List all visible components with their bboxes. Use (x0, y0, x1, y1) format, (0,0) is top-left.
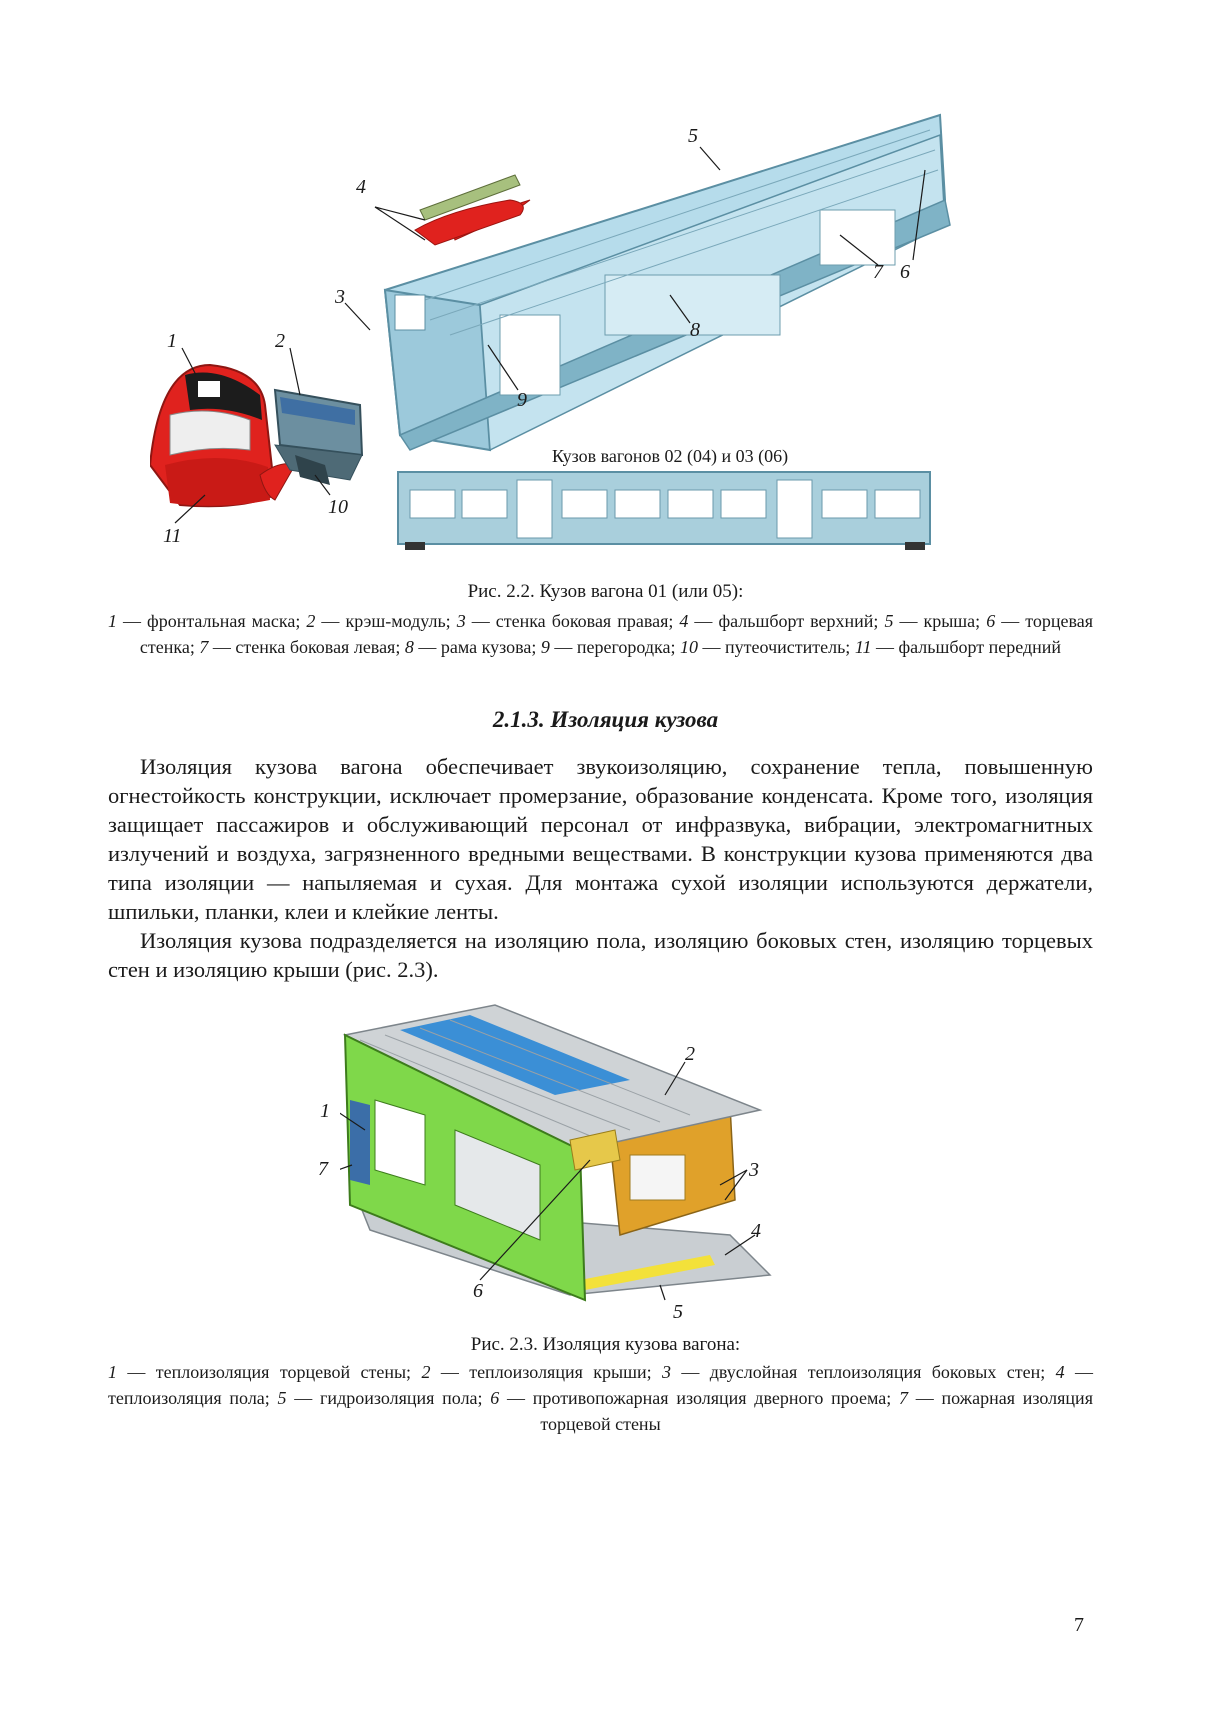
section-heading: 2.1.3. Изоляция кузова (492, 707, 719, 732)
callout-6: 6 (900, 261, 910, 283)
inset-title: Кузов вагонов 02 (04) и 03 (06) (552, 446, 789, 466)
page-number: 7 (1074, 1614, 1084, 1636)
front-mask (150, 365, 295, 506)
callout-9: 9 (517, 389, 527, 411)
callout-10: 10 (328, 496, 348, 518)
fig2-callout-2: 2 (685, 1043, 695, 1065)
fig2-callout-4: 4 (751, 1220, 761, 1242)
callout-1: 1 (167, 330, 177, 352)
figure-car-body-exploded (150, 105, 1050, 605)
paragraph: Изоляция кузова вагона обеспечивает звукоизоляцию, сохранение тепла, повышенную огнестойкость конструкции, исключает промерзание, образование конденсата. Кроме того, изоляция защищает пассажиров и обслуживающий персонал от инфразвука, вибрации, электромагнитных излучений и воздуха, загрязненного вредными веществами. В конструкции кузова применяются два типа изоляции — напыляемая и сухая. Для монтажа сухой изоляции используются держатели, шпильки, планки, клеи и клейкие ленты. (108, 754, 1093, 924)
fig2-callout-3: 3 (749, 1159, 759, 1181)
fig2-callout-1: 1 (320, 1100, 330, 1122)
body-text (108, 752, 1093, 984)
callout-3: 3 (335, 286, 345, 308)
fig2-callout-7: 7 (318, 1158, 328, 1180)
fig2-callout-6: 6 (473, 1280, 483, 1302)
callout-8: 8 (690, 319, 700, 341)
callout-5: 5 (688, 125, 698, 147)
inset-side-view (398, 472, 930, 550)
callout-11: 11 (163, 525, 182, 547)
callout-2: 2 (275, 330, 285, 352)
callout-4: 4 (356, 176, 366, 198)
figure-caption-legend: 1 — фронтальная маска; 2 — крэш-модуль; 3 — стенка боковая правая; 4 — фальшборт верхний; 5 — крыша; 6 — торцевая стенка; 7 — стенка боковая левая; 8 — рама кузова; 9 — перегородка; 10 — путеочиститель; 11 — фальшборт передний (108, 611, 1094, 657)
figure-insulation (340, 990, 870, 1340)
paragraph: Изоляция кузова подразделяется на изоляцию пола, изоляцию боковых стен, изоляцию торцевых стен и изоляцию крыши (рис. 2.3). (108, 928, 1093, 982)
callout-7: 7 (873, 261, 883, 283)
upper-valance (415, 175, 530, 245)
figure2-caption-legend: 1 — теплоизоляция торцевой стены; 2 — теплоизоляция крыши; 3 — двуслойная теплоизоляция боковых стен; 4 — теплоизоляция пола; 5 — гидроизоляция пола; 6 — противопожарная изоляция дверного проема; 7 — пожарная изоляция торцевой стены (108, 1362, 1093, 1434)
car-body-assembly (385, 115, 950, 450)
figure2-caption-title: Рис. 2.3. Изоляция кузова вагона: (470, 1334, 741, 1355)
fig2-callout-5: 5 (673, 1301, 683, 1323)
figure-caption-title: Рис. 2.2. Кузов вагона 01 (или 05): (467, 581, 744, 602)
